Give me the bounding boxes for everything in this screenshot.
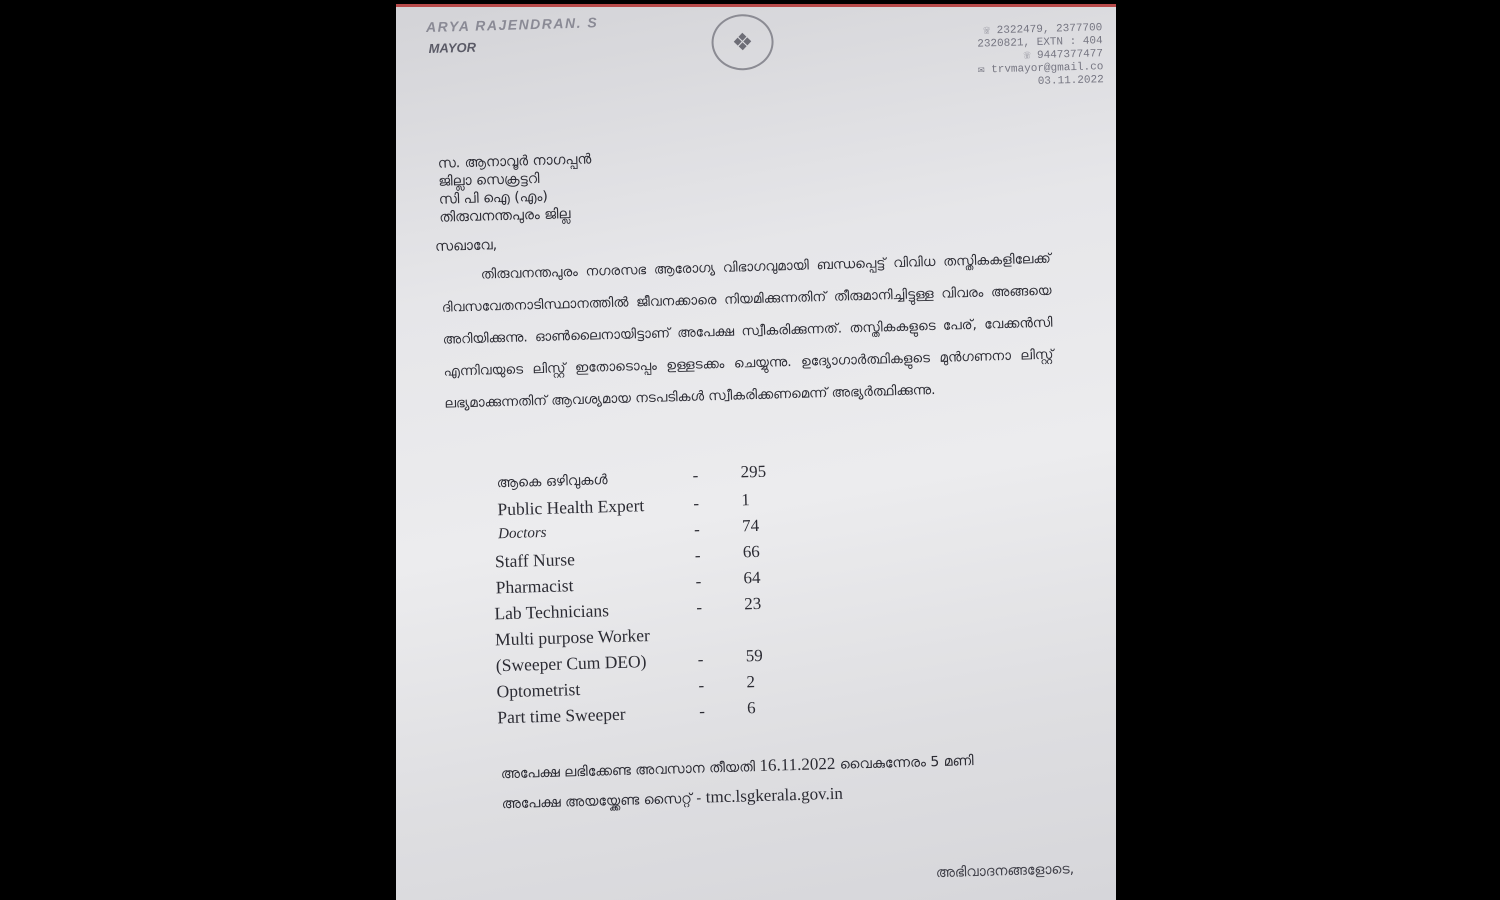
vacancy-label: Public Health Expert — [497, 495, 645, 520]
letterhead-title: MAYOR — [428, 39, 477, 56]
vacancy-value: 1 — [741, 490, 751, 510]
vacancy-value: 2 — [746, 672, 756, 692]
vacancy-dash: - — [693, 519, 701, 539]
contact-phone-1: ☏ 2322479, 2377700 — [983, 22, 1103, 38]
deadline-prefix: അപേക്ഷ ലഭിക്കേണ്ട അവസാന തീയതി — [500, 759, 756, 783]
body-text: തിരുവനന്തപുരം നഗരസഭ ആരോഗ്യ വിഭാഗവുമായി ബന്ധപ്പെട്ട് വിവിധ തസ്തികകളിലേക്ക് ദിവസവേതനാടിസ്ഥാനത്തിൽ ജീവനക്കാരെ നിയമിക്കുന്നതിന് തീരുമാനിച്ചിട്ടുള്ള വിവരം അങ്ങയെ അറിയിക്കുന്നു. ഓൺലൈനായിട്ടാണ് അപേക്ഷ സ്വീകരിക്കുന്നത്. തസ്തികകളുടെ പേര്, വേക്കൻസി എന്നിവയുടെ ലിസ്റ്റ് ഇതോടൊപ്പം ഉള്ളടക്കം ചെയ്യുന്നു. ഉദ്യോഗാർത്ഥികളുടെ മുൻഗണനാ ലിസ്റ്റ് ലഭ്യമാക്കുന്നതിന് ആവശ്യമായ നടപടികൾ സ്വീകരിക്കണമെന്ന് അഭ്യർത്ഥിക്കുന്നു. — [441, 250, 1054, 412]
vacancy-value: 59 — [745, 645, 763, 666]
letterhead-name: ARYA RAJENDRAN. S — [425, 14, 599, 36]
vacancy-dash: - — [693, 493, 700, 513]
vacancy-dash: - — [697, 649, 704, 669]
vacancy-label: Lab Technicians — [494, 600, 610, 624]
vacancy-dash: - — [695, 571, 702, 591]
contact-block — [977, 22, 1104, 90]
website-url: tmc.lsgkerala.gov.in — [705, 783, 844, 807]
vacancy-value: 66 — [742, 541, 761, 562]
deadline-line — [501, 750, 974, 783]
vacancy-value: 23 — [743, 593, 762, 614]
deadline-suffix: വൈകുന്നേരം 5 മണി — [839, 753, 974, 773]
vacancy-total-value: 295 — [740, 461, 767, 482]
vacancy-label-continued: (Sweeper Cum DEO) — [495, 651, 647, 676]
recipient-block — [438, 150, 593, 226]
vacancy-value: 74 — [741, 515, 760, 536]
body-paragraph — [441, 243, 1055, 420]
vacancy-value: 64 — [743, 567, 761, 588]
contact-email: ✉ trvmayor@gmail.co — [977, 61, 1104, 77]
recipient-line: സി പി ഐ (എം) — [438, 188, 549, 208]
vacancy-label: Doctors — [497, 524, 547, 543]
salutation: സഖാവേ, — [434, 237, 498, 255]
vacancy-dash: - — [696, 597, 703, 617]
vacancy-label: Part time Sweeper — [497, 703, 626, 728]
recipient-line: സ. ആനാവൂർ നാഗപ്പൻ — [437, 151, 592, 172]
vacancy-label: Pharmacist — [495, 575, 574, 598]
vacancy-row — [494, 619, 802, 679]
vacancy-dash: - — [692, 465, 699, 485]
vacancy-value: 6 — [746, 698, 756, 718]
deadline-date: 16.11.2022 — [759, 753, 836, 776]
letter-sheet — [396, 4, 1116, 900]
website-prefix: അപേക്ഷ അയയ്ക്കേണ്ട സൈറ്റ് - — [501, 790, 702, 813]
vacancy-label: Optometrist — [496, 679, 581, 702]
closing-text: അഭിവാദനങ്ങളോടെ, — [935, 861, 1075, 882]
letter-photo — [396, 4, 1116, 900]
letter-date: 03.11.2022 — [1037, 74, 1104, 88]
contact-phone-2: 2320821, EXTN : 404 — [977, 35, 1103, 51]
contact-mobile: ☏ 9447377477 — [1023, 48, 1104, 63]
vacancy-dash: - — [694, 545, 701, 565]
vacancy-label: Multi purpose Worker — [494, 625, 651, 650]
vacancy-dash: - — [698, 675, 705, 695]
website-line — [501, 784, 843, 814]
emblem-icon: ❖ — [711, 13, 775, 71]
vacancy-list — [496, 461, 803, 731]
vacancy-dash: - — [698, 701, 706, 721]
vacancy-label: Staff Nurse — [494, 549, 576, 572]
recipient-line: ജില്ലാ സെക്രട്ടറി — [438, 170, 540, 190]
recipient-line: തിരുവനന്തപുരം ജില്ല — [439, 206, 571, 226]
vacancy-total-label: ആകെ ഒഴിവുകൾ — [496, 472, 608, 492]
